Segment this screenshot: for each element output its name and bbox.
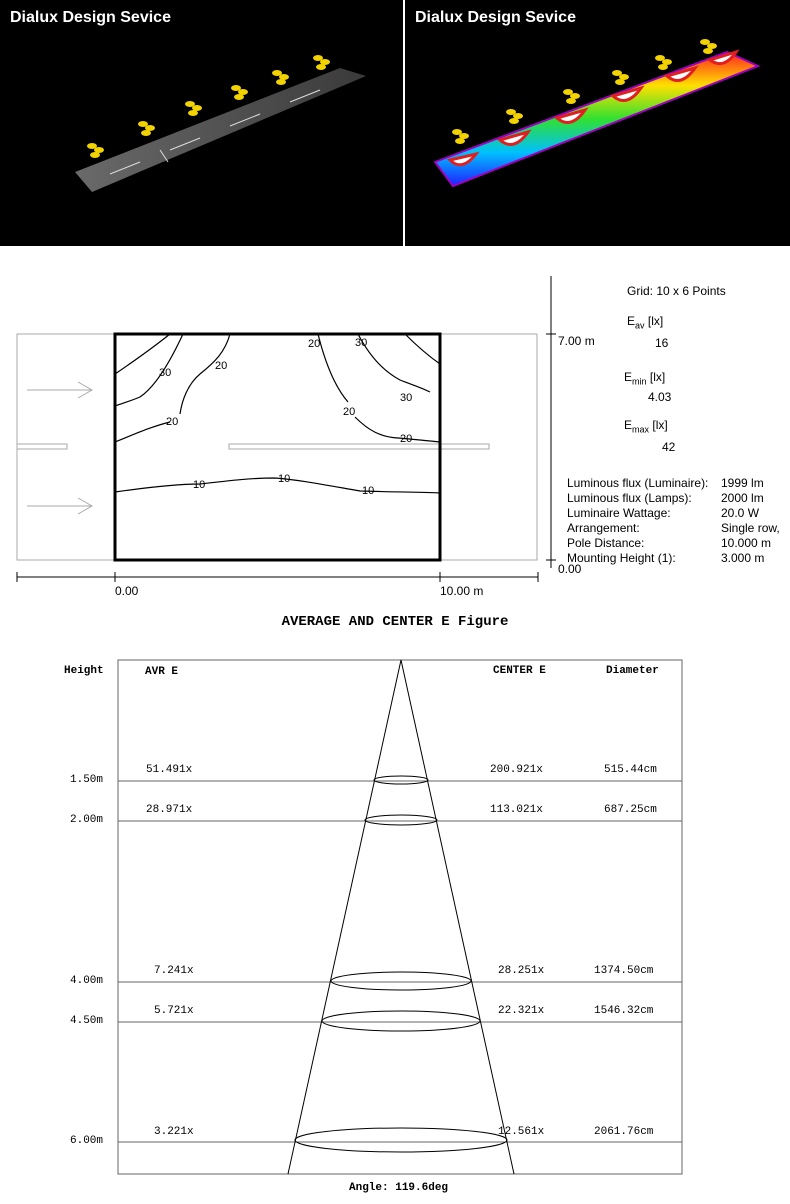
grid-info xyxy=(627,284,726,298)
eav-symbol: E xyxy=(627,314,636,328)
emax-subscript: max xyxy=(632,424,650,435)
emin-value: 4.03 xyxy=(648,390,672,404)
dim-y-bottom: 0.00 xyxy=(558,562,582,576)
render-title-left: Dialux Design Sevice xyxy=(10,9,171,26)
header-height: Height xyxy=(64,665,104,677)
spec-label: Luminous flux (Lamps): xyxy=(567,491,692,505)
contour-label: 10 xyxy=(278,473,291,485)
contour-label: 20 xyxy=(400,433,413,445)
spec-label: Luminous flux (Luminaire): xyxy=(567,476,709,490)
emin-symbol: E xyxy=(624,370,633,384)
render-panel-grey xyxy=(0,0,403,246)
angle-label: Angle: xyxy=(349,1182,389,1194)
spec-value: 1999 lm xyxy=(721,476,764,490)
row-diameter: 1374.50cm xyxy=(594,965,654,977)
cone-drawing xyxy=(0,640,790,1204)
row-diameter: 515.44cm xyxy=(604,764,657,776)
emin-subscript: min xyxy=(632,376,647,387)
emax-symbol: E xyxy=(624,418,633,432)
cone-frame xyxy=(118,660,682,1174)
spec-value: 10.000 m xyxy=(721,536,772,550)
contour-label: 20 xyxy=(215,360,228,372)
row-center: 200.921x xyxy=(490,764,543,776)
spec-value: Single row, xyxy=(721,521,780,535)
eav-heading xyxy=(627,314,663,330)
row-center: 28.251x xyxy=(498,965,545,977)
row-center: 12.561x xyxy=(498,1126,545,1138)
row-height: 2.00m xyxy=(70,814,104,826)
eav-unit: [lx] xyxy=(647,314,664,328)
header-avr: AVR E xyxy=(145,666,179,678)
row-avr: 3.221x xyxy=(154,1126,194,1138)
angle-readout xyxy=(349,1182,448,1194)
dimension-vertical xyxy=(546,276,556,568)
grid-value: 10 x 6 Points xyxy=(656,284,726,298)
contour-label: 30 xyxy=(355,337,368,349)
dim-x-left: 0.00 xyxy=(115,584,139,598)
contour-label-group xyxy=(159,337,412,497)
direction-arrows xyxy=(27,382,92,514)
row-height: 4.00m xyxy=(70,975,104,987)
emax-unit: [lx] xyxy=(652,418,668,432)
spec-label: Pole Distance: xyxy=(567,536,645,550)
emax-heading xyxy=(624,418,668,434)
header-center: CENTER E xyxy=(493,665,546,677)
contour-label: 10 xyxy=(193,479,206,491)
spec-value: 2000 lm xyxy=(721,491,764,505)
isolines xyxy=(115,334,440,493)
grid-label: Grid: xyxy=(627,284,654,298)
contour-label: 20 xyxy=(166,416,179,428)
isoline-plot xyxy=(0,262,790,607)
row-diameter: 2061.76cm xyxy=(594,1126,654,1138)
emin-heading xyxy=(624,370,665,386)
height-lines xyxy=(118,781,682,1142)
contour-label: 30 xyxy=(159,367,172,379)
row-center: 22.321x xyxy=(498,1005,545,1017)
emax-value: 42 xyxy=(662,440,676,454)
contour-label: 10 xyxy=(362,485,375,497)
illuminance-surface xyxy=(435,52,758,186)
road-render-falsecolor xyxy=(405,0,790,246)
dimension-horizontal xyxy=(17,572,538,582)
spec-value: 20.0 W xyxy=(721,506,760,520)
eav-value: 16 xyxy=(655,336,669,350)
header-diameter: Diameter xyxy=(606,665,659,677)
angle-value: 119.6deg xyxy=(395,1182,449,1194)
dim-x-right: 10.00 m xyxy=(440,584,484,598)
row-diameter: 1546.32cm xyxy=(594,1005,654,1017)
road-render-grey xyxy=(0,0,403,246)
dim-y-top: 7.00 m xyxy=(558,334,595,348)
spec-label: Luminaire Wattage: xyxy=(567,506,671,520)
contour-label: 30 xyxy=(400,392,413,404)
row-avr: 7.241x xyxy=(154,965,194,977)
figure-title: AVERAGE AND CENTER E Figure xyxy=(281,614,509,630)
emin-unit: [lx] xyxy=(649,370,666,384)
spec-label: Mounting Height (1): xyxy=(567,551,676,565)
row-height: 4.50m xyxy=(70,1015,104,1027)
row-diameter: 687.25cm xyxy=(604,804,657,816)
row-center: 113.021x xyxy=(490,804,543,816)
row-avr: 5.721x xyxy=(154,1005,194,1017)
spec-label: Arrangement: xyxy=(567,521,640,535)
row-avr: 51.491x xyxy=(146,764,193,776)
road-surface xyxy=(75,68,366,192)
render-title-right: Dialux Design Sevice xyxy=(415,9,576,26)
row-height: 1.50m xyxy=(70,774,104,786)
render-panel-falsecolor xyxy=(405,0,790,246)
lane-marker-left xyxy=(17,444,67,449)
eav-subscript: av xyxy=(635,320,645,331)
spec-value: 3.000 m xyxy=(721,551,765,565)
row-height: 6.00m xyxy=(70,1135,104,1147)
row-avr: 28.971x xyxy=(146,804,193,816)
contour-label: 20 xyxy=(343,406,356,418)
lane-marker-right xyxy=(229,444,489,449)
contour-label: 20 xyxy=(308,338,321,350)
road-outline xyxy=(17,334,537,560)
cone-figure xyxy=(0,640,790,1204)
light-cone xyxy=(288,660,514,1174)
